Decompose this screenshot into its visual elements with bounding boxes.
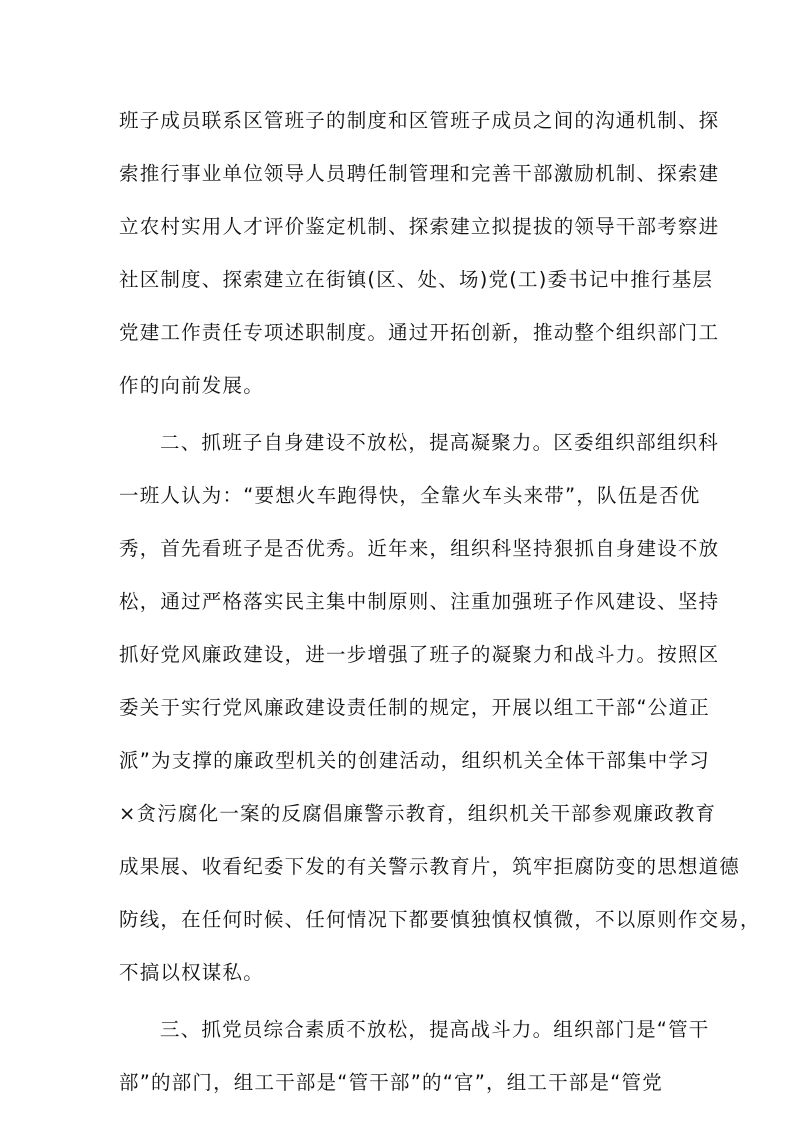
- text-line: 松，通过严格落实民主集中制原则、注重加强班子作风建设、坚持: [119, 590, 720, 613]
- text-line: 委关于实行党风廉政建设责任制的规定，开展以组工干部“公道正: [119, 696, 710, 719]
- text-line: 抓好党风廉政建设，进一步增强了班子的凝聚力和战斗力。按照区: [119, 643, 720, 666]
- text-line: 立农村实用人才评价鉴定机制、探索建立拟提拔的领导干部考察进: [119, 215, 720, 238]
- paragraph-heading-line: 二、抓班子自身建设不放松，提高凝聚力。区委组织部组织科: [160, 431, 719, 454]
- text-line: 部”的部门，组工干部是“管干部”的“官”，组工干部是“管党: [119, 1071, 663, 1094]
- text-line: ×贪污腐化一案的反腐倡廉警示教育，组织机关干部参观廉政教育: [119, 802, 717, 825]
- text-line: 党建工作责任专项述职制度。通过开拓创新，推动整个组织部门工: [119, 321, 720, 344]
- paragraph-heading-line: 三、抓党员综合素质不放松，提高战斗力。组织部门是“管干: [160, 1018, 710, 1041]
- text-line: 成果展、收看纪委下发的有关警示教育片，筑牢拒腐防变的思想道德: [119, 855, 741, 878]
- text-line: 不搞以权谋私。: [119, 961, 264, 984]
- text-line: 派”为支撑的廉政型机关的创建活动，组织机关全体干部集中学习: [119, 749, 710, 772]
- text-line: 防线，在任何时候、任何情况下都要慎独慎权慎微，不以原则作交易，: [119, 908, 761, 931]
- text-line: 班子成员联系区管班子的制度和区管班子成员之间的沟通机制、探: [119, 109, 720, 132]
- text-line: 社区制度、探索建立在街镇(区、处、场)党(工)委书记中推行基层: [119, 268, 714, 291]
- text-line: 索推行事业单位领导人员聘任制管理和完善干部激励机制、探索建: [119, 162, 720, 185]
- text-line: 一班人认为：“要想火车跑得快，全靠火车头来带”，队伍是否优: [119, 484, 701, 507]
- text-line: 作的向前发展。: [119, 374, 264, 397]
- text-line: 秀，首先看班子是否优秀。近年来，组织科坚持狠抓自身建设不放: [119, 537, 720, 560]
